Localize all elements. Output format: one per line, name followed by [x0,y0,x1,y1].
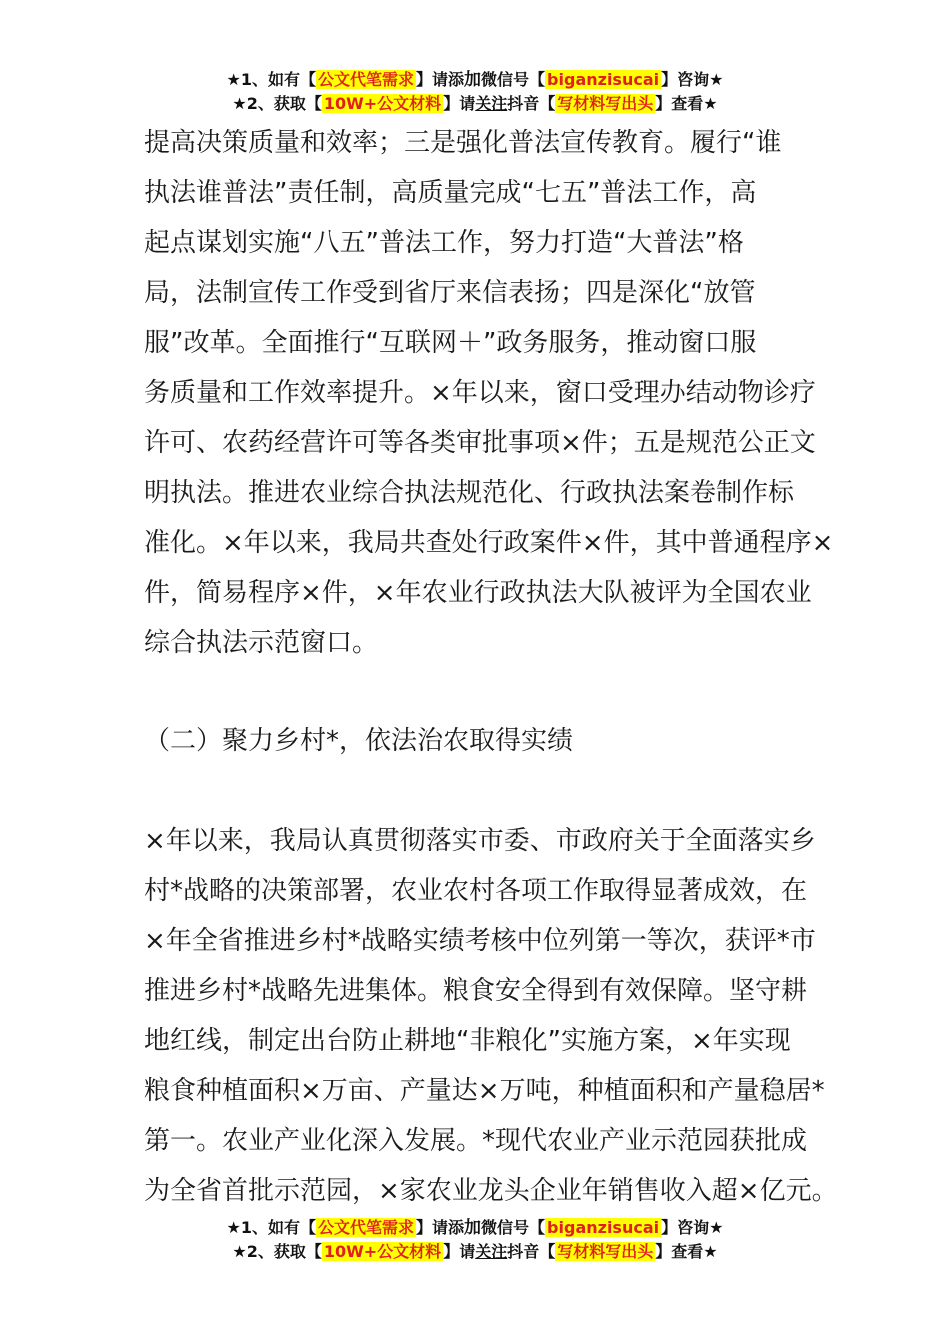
paragraph-line: 起点谋划实施“八五”普法工作，努力打造“大普法”格 [144,228,744,258]
paragraph-line: 准化。×年以来，我局共查处行政案件×件，其中普通程序× [144,528,834,558]
promo-text: 微信号【 [481,70,546,89]
promo-text: 微信号【 [481,1218,546,1237]
promo-highlight-douyin: 写材料写出头 [557,1242,654,1261]
promo-line-2 [0,92,950,116]
paragraph-line: 许可、农药经营许可等各类审批事项×件；五是规范公正文 [144,428,816,458]
promo-highlight: 公文代笔需求 [318,70,415,89]
paragraph-line: 服”改革。全面推行“互联网＋”政务服务，推动窗口服 [144,328,757,358]
paragraph-line: 件，简易程序×件，×年农业行政执法大队被评为全国农业 [144,578,812,608]
promo-text: 】请 [443,1242,476,1261]
promo-text: 】请 [443,94,476,113]
promo-line-1 [0,1216,950,1240]
promo-text: 加 [464,70,482,90]
promo-highlight: 公文代笔需求 [318,1218,415,1237]
promo-highlight-wechat: biganzisucai [547,70,660,89]
promo-highlight: 10W+公文材料 [323,94,442,113]
section-heading [144,716,810,766]
promo-text: 抖音【 [507,94,556,113]
promo-text: ★1、如有【 [226,1218,316,1237]
promo-banner-bottom [0,1216,950,1264]
paragraph-line: ×年全省推进乡村*战略实绩考核中位列第一等次，获评*市 [144,926,816,956]
paragraph-line: 为全省首批示范园，×家农业龙头企业年销售收入超×亿元。 [144,1176,838,1206]
paragraph-line: 明执法。推进农业综合执法规范化、行政执法案卷制作标 [144,478,795,508]
promo-highlight-wechat: biganzisucai [547,1218,660,1237]
body-paragraph-2 [144,816,838,1216]
promo-highlight: 10W+公文材料 [323,1242,442,1261]
promo-text: 关注 [475,1242,508,1261]
paragraph-line: 务质量和工作效率提升。×年以来，窗口受理办结动物诊疗 [144,378,816,408]
paragraph-line: 粮食种植面积×万亩、产量达×万吨，种植面积和产量稳居* [144,1076,825,1106]
promo-text: ★1、如有【 [226,70,316,89]
paragraph-line: 地红线，制定出台防止耕地“非粮化”实施方案，×年实现 [144,1026,791,1056]
promo-text: 】请添 [416,1218,465,1237]
promo-banner-top [0,68,950,116]
promo-text: 】查看★ [655,94,718,113]
promo-line-1 [0,68,950,92]
promo-text: 抖音【 [507,1242,556,1261]
paragraph-line: 局，法制宣传工作受到省厅来信表扬；四是深化“放管 [144,278,756,308]
paragraph-line: 推进乡村*战略先进集体。粮食安全得到有效保障。坚守耕 [144,976,808,1006]
promo-text: 】查看★ [655,1242,718,1261]
paragraph-line: ×年以来，我局认真贯彻落实市委、市政府关于全面落实乡 [144,826,816,856]
promo-highlight-douyin: 写材料写出头 [557,94,654,113]
promo-text: 加 [464,1218,482,1238]
paragraph-line: 村*战略的决策部署，农业农村各项工作取得显著成效，在 [144,876,808,906]
body-paragraph-1 [144,118,834,668]
paragraph-line: 综合执法示范窗口。 [144,628,379,658]
promo-text: ★2、获取【 [232,94,322,113]
paragraph-line: 执法谁普法”责任制，高质量完成“七五”普法工作，高 [144,178,757,208]
paragraph-line: 第一。农业产业化深入发展。*现代农业产业示范园获批成 [144,1126,808,1156]
promo-line-2 [0,1240,950,1264]
heading-text: （二）聚力乡村*，依法治农取得实绩 [144,726,574,756]
paragraph-line: 提高决策质量和效率；三是强化普法宣传教育。履行“谁 [144,128,782,158]
promo-text: 】请添 [416,70,465,89]
promo-text: 关注 [475,94,508,113]
promo-text: 】咨询★ [661,1218,724,1237]
promo-text: ★2、获取【 [232,1242,322,1261]
promo-text: 】咨询★ [661,70,724,89]
